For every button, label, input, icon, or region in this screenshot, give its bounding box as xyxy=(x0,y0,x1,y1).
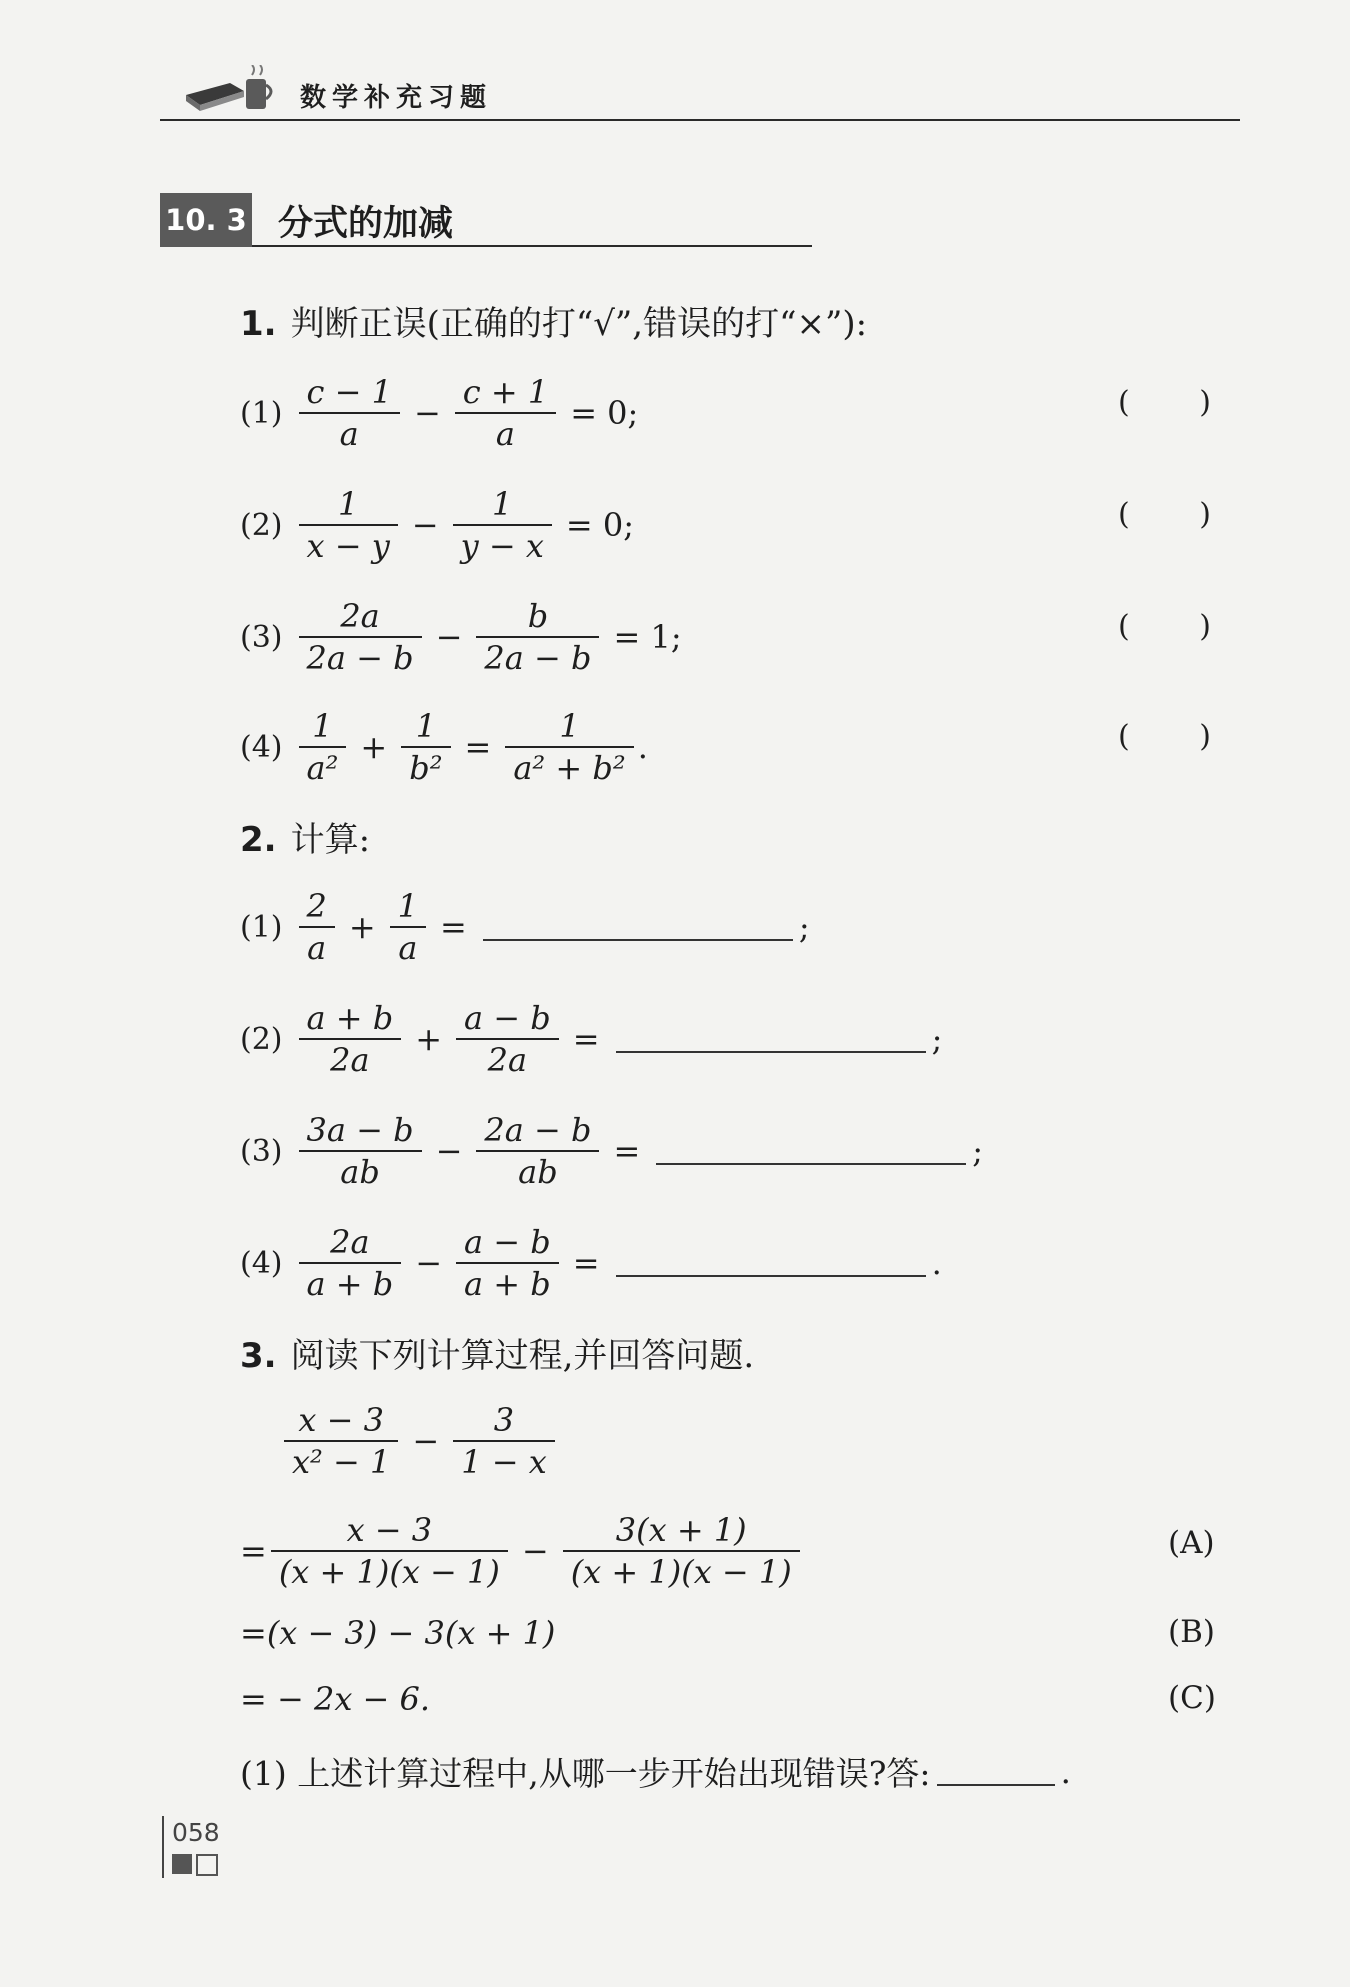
denominator: (x + 1)(x − 1) xyxy=(570,1553,792,1591)
denominator: 1 − x xyxy=(461,1443,547,1481)
numerator: a − b xyxy=(464,1223,551,1261)
answer-blank[interactable] xyxy=(616,1249,926,1277)
equals-sign: = xyxy=(440,908,467,946)
denominator: b² xyxy=(409,749,443,787)
question-3-heading xyxy=(240,1328,754,1377)
denominator: 2a − b xyxy=(484,639,592,677)
fraction xyxy=(456,1222,559,1304)
denominator: a + b xyxy=(306,1265,394,1303)
fraction xyxy=(456,998,559,1080)
fraction xyxy=(390,886,426,968)
denominator: a² xyxy=(306,749,339,787)
end-punct: ; xyxy=(798,908,810,946)
fraction xyxy=(271,1510,508,1592)
denominator: x − y xyxy=(306,527,390,565)
fraction xyxy=(299,706,347,788)
end-punct: . xyxy=(637,728,648,766)
question-1-heading xyxy=(240,296,867,345)
page-number: 058 xyxy=(172,1818,220,1847)
answer-blank[interactable] xyxy=(483,913,793,941)
operator: − xyxy=(435,1132,463,1170)
fraction xyxy=(505,706,633,788)
numerator: 3a − b xyxy=(306,1111,414,1149)
empty-square-icon xyxy=(196,1854,218,1876)
header-title: 数学补充习题 xyxy=(300,83,493,113)
answer-parentheses[interactable]: ( ) xyxy=(1118,385,1211,420)
section-title: 分式的加减 xyxy=(278,203,454,244)
fraction xyxy=(299,596,422,678)
fraction xyxy=(455,372,556,454)
numerator: 3(x + 1) xyxy=(615,1511,747,1549)
step-tag-b: (B) xyxy=(1168,1614,1215,1650)
operator: + xyxy=(415,1020,443,1058)
question-number: 1. xyxy=(240,304,277,344)
answer-blank[interactable] xyxy=(937,1758,1055,1786)
fraction xyxy=(299,998,402,1080)
equation-rhs: = 1; xyxy=(613,618,682,656)
answer-blank[interactable] xyxy=(616,1025,926,1053)
q1-item-2 xyxy=(240,484,644,566)
q1-item-4 xyxy=(240,706,648,788)
q3-subquestion-1 xyxy=(240,1748,1071,1795)
subquestion-text: (1) 上述计算过程中,从哪一步开始出现错误?答: xyxy=(240,1754,931,1793)
numerator: 1 xyxy=(492,485,513,523)
equals-sign: = xyxy=(240,1532,267,1570)
q3-step-a xyxy=(240,1510,804,1592)
q3-step-c: = − 2x − 6. xyxy=(240,1680,431,1718)
fraction xyxy=(476,1110,599,1192)
fraction xyxy=(476,596,599,678)
numerator: 3 xyxy=(493,1401,515,1439)
equals-sign: = xyxy=(464,728,492,766)
item-label: (4) xyxy=(240,1245,283,1281)
operator: − xyxy=(521,1532,549,1570)
question-prompt: 计算: xyxy=(290,820,371,860)
q2-item-3 xyxy=(240,1110,983,1192)
denominator: a + b xyxy=(464,1265,551,1303)
answer-blank[interactable] xyxy=(656,1137,966,1165)
numerator: b xyxy=(527,597,549,635)
question-2-heading xyxy=(240,812,370,861)
q2-item-2 xyxy=(240,998,942,1080)
fraction xyxy=(284,1400,398,1482)
question-number: 2. xyxy=(240,820,277,860)
numerator: x − 3 xyxy=(346,1511,433,1549)
denominator: y − x xyxy=(460,527,544,565)
equation-rhs: = 0; xyxy=(570,394,639,432)
numerator: x − 3 xyxy=(298,1401,384,1439)
numerator: 1 xyxy=(559,707,580,745)
fraction xyxy=(401,706,450,788)
numerator: c − 1 xyxy=(306,373,392,411)
q3-expression xyxy=(280,1400,559,1482)
operator: − xyxy=(435,618,463,656)
question-prompt: 阅读下列计算过程,并回答问题. xyxy=(290,1336,755,1376)
numerator: c + 1 xyxy=(462,373,549,411)
fraction xyxy=(453,484,552,566)
item-label: (4) xyxy=(240,729,283,765)
end-punct: ; xyxy=(972,1132,984,1170)
operator: − xyxy=(411,506,439,544)
numerator: 1 xyxy=(337,485,359,523)
denominator: ab xyxy=(518,1153,558,1191)
equation-rhs: = 0; xyxy=(565,506,634,544)
numerator: 2a xyxy=(340,597,380,635)
q2-item-4 xyxy=(240,1222,942,1304)
denominator: a xyxy=(398,929,418,967)
fraction xyxy=(299,372,400,454)
fraction xyxy=(299,484,398,566)
fraction xyxy=(299,1222,402,1304)
fraction xyxy=(453,1400,555,1482)
equals-sign: = xyxy=(572,1244,600,1282)
answer-parentheses[interactable]: ( ) xyxy=(1118,497,1211,532)
operator: − xyxy=(412,1422,440,1460)
q1-item-3 xyxy=(240,596,692,678)
answer-parentheses[interactable]: ( ) xyxy=(1118,609,1211,644)
denominator: 2a xyxy=(487,1041,528,1079)
section-number: 10. 3 xyxy=(160,193,252,247)
item-label: (1) xyxy=(240,395,283,431)
fraction xyxy=(299,1110,422,1192)
denominator: a xyxy=(495,415,515,453)
item-label: (1) xyxy=(240,909,283,945)
numerator: 2a xyxy=(330,1223,370,1261)
fraction xyxy=(299,886,335,968)
denominator: ab xyxy=(340,1153,380,1191)
numerator: 1 xyxy=(397,887,419,925)
item-label: (3) xyxy=(240,1133,283,1169)
q1-item-1 xyxy=(240,372,648,454)
page-header xyxy=(160,55,1240,123)
denominator: a xyxy=(307,929,327,967)
denominator: a² + b² xyxy=(513,749,626,787)
operator: + xyxy=(360,728,388,766)
numerator: 1 xyxy=(312,707,333,745)
end-punct: . xyxy=(1060,1752,1072,1791)
operator: − xyxy=(413,394,441,432)
end-punct: ; xyxy=(931,1020,943,1058)
question-prompt: 判断正误(正确的打“√”,错误的打“×”): xyxy=(290,304,868,344)
denominator: 2a − b xyxy=(306,639,414,677)
numerator: 1 xyxy=(415,707,437,745)
fraction xyxy=(563,1510,800,1592)
item-label: (3) xyxy=(240,619,283,655)
footer-rule xyxy=(162,1816,164,1878)
book-cup-icon xyxy=(182,65,282,117)
denominator: (x + 1)(x − 1) xyxy=(278,1553,500,1591)
answer-parentheses[interactable]: ( ) xyxy=(1118,719,1211,754)
question-number: 3. xyxy=(240,1336,277,1376)
section-rule xyxy=(252,245,812,247)
numerator: a + b xyxy=(306,999,394,1037)
denominator: x² − 1 xyxy=(292,1443,391,1481)
operator: + xyxy=(348,908,376,946)
equals-sign: = xyxy=(613,1132,641,1170)
numerator: 2a − b xyxy=(484,1111,592,1149)
filled-square-icon xyxy=(172,1854,192,1874)
step-tag-c: (C) xyxy=(1168,1680,1216,1716)
q3-step-b: =(x − 3) − 3(x + 1) xyxy=(240,1614,556,1652)
q2-item-1 xyxy=(240,886,810,968)
numerator: a − b xyxy=(464,999,551,1037)
operator: − xyxy=(415,1244,443,1282)
step-tag-a: (A) xyxy=(1168,1525,1215,1561)
item-label: (2) xyxy=(240,507,283,543)
equals-sign: = xyxy=(572,1020,600,1058)
denominator: a xyxy=(339,415,359,453)
header-rule xyxy=(160,119,1240,121)
denominator: 2a xyxy=(330,1041,370,1079)
item-label: (2) xyxy=(240,1021,283,1057)
numerator: 2 xyxy=(306,887,327,925)
end-punct: . xyxy=(931,1244,942,1282)
